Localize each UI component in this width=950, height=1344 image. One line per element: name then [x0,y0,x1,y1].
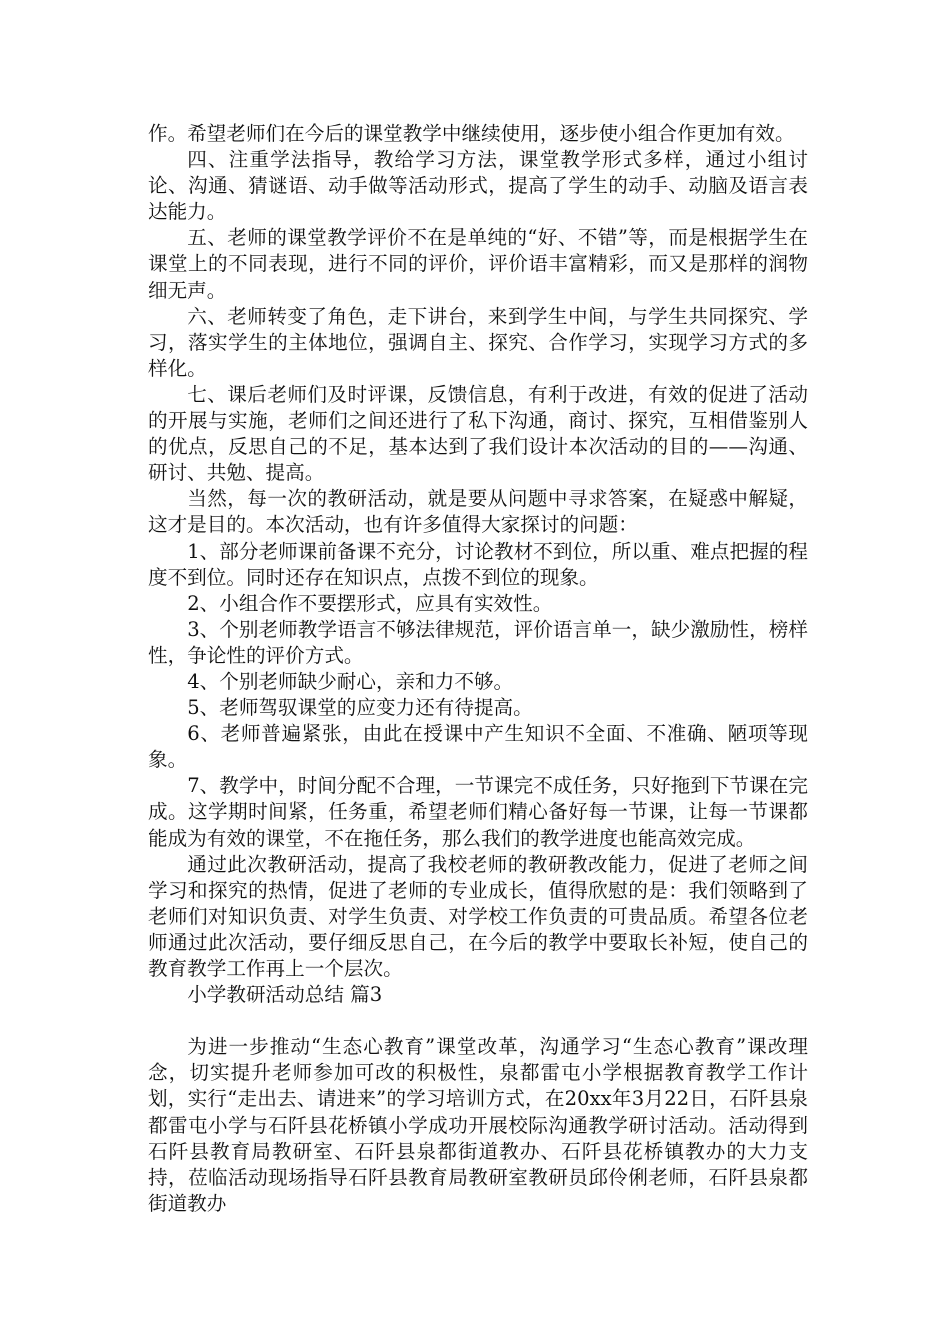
blank-line [148,1008,808,1034]
problem-item-7: 7、教学中，时间分配不合理，一节课完不成任务，只好拖到下节课在完成。这学期时间紧，任务重，希望老师们精心备好每一节课，让每一节课都能成为有效的课堂，不在拖任务，那么我们的教学进度也能高效完成。 [148,774,808,850]
section-paragraph-1: 为进一步推动“生态心教育”课堂改革，沟通学习“生态心教育”课改理念，切实提升老师参加可改的积极性，泉都雷屯小学根据教育教学工作计划，实行“走出去、请进来”的学习培训方式，在20xx年3月22日，石阡县泉都雷屯小学与石阡县花桥镇小学成功开展校际沟通教学研讨活动。活动得到石阡县教育局教研室、石阡县泉都街道教办、石阡县花桥镇教办的大力支持，莅临活动现场指导石阡县教育局教研室教研员邱伶俐老师，石阡县泉都街道教办 [148,1035,808,1215]
paragraph-conclusion: 通过此次教研活动，提高了我校老师的教研教改能力，促进了老师之间学习和探究的热情，促进了老师的专业成长，值得欣慰的是：我们领略到了老师们对知识负责、对学生负责、对学校工作负责的可贵品质。希望各位老师通过此次活动，要仔细反思自己，在今后的教学中要取长补短，使自己的教育教学工作再上一个层次。 [148,852,808,980]
problem-item-2: 2、小组合作不要摆形式，应具有实效性。 [187,591,553,615]
paragraph-point-4: 四、注重学法指导，教给学习方法，课堂教学形式多样，通过小组讨论、沟通、猜谜语、动手做等活动形式，提高了学生的动手、动脑及语言表达能力。 [148,148,808,224]
document-page [148,121,808,1217]
paragraph-point-7: 七、课后老师们及时评课，反馈信息，有利于改进，有效的促进了活动的开展与实施，老师们之间还进行了私下沟通，商讨、探究，互相借鉴别人的优点，反思自己的不足，基本达到了我们设计本次活动的目的——沟通、研讨、共勉、提高。 [148,382,808,485]
problem-item-1: 1、部分老师课前备课不充分，讨论教材不到位，所以重、难点把握的程度不到位。同时还存在知识点，点拨不到位的现象。 [148,539,808,589]
section-heading: 小学教研活动总结 篇3 [187,983,383,1007]
paragraph-point-6: 六、老师转变了角色，走下讲台，来到学生中间，与学生共同探究、学习，落实学生的主体地位，强调自主、探究、合作学习，实现学习方式的多样化。 [148,304,808,380]
problem-item-3: 3、个别老师教学语言不够法律规范，评价语言单一，缺少激励性，榜样性，争论性的评价方式。 [148,617,808,667]
paragraph-point-5: 五、老师的课堂教学评价不在是单纯的“好、不错”等，而是根据学生在课堂上的不同表现，进行不同的评价，评价语丰富精彩，而又是那样的润物细无声。 [148,226,808,302]
paragraph-problems-intro: 当然，每一次的教研活动，就是要从问题中寻求答案，在疑惑中解疑，这才是目的。本次活动，也有许多值得大家探讨的问题： [148,487,808,537]
paragraph-continuation: 作。希望老师们在今后的课堂教学中继续使用，逐步使小组合作更加有效。 [148,122,795,145]
problem-item-5: 5、老师驾驭课堂的应变力还有待提高。 [187,696,533,720]
problem-item-6: 6、老师普遍紧张，由此在授课中产生知识不全面、不准确、陋项等现象。 [148,722,808,772]
problem-item-4: 4、个别老师缺少耐心，亲和力不够。 [187,669,514,693]
